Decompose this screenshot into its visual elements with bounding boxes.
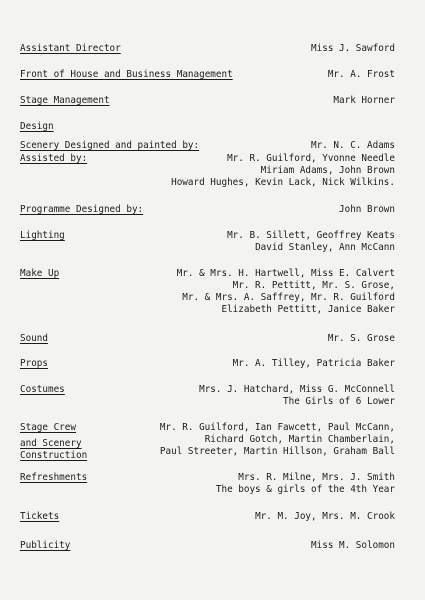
credit-label — [20, 422, 87, 462]
credit-value — [333, 95, 395, 107]
credit-label: Design — [20, 121, 54, 132]
credit-label: Sound — [20, 333, 48, 344]
credit-value — [328, 69, 395, 81]
credit-value — [311, 43, 395, 55]
credit-value — [311, 140, 395, 152]
credit-line: Mrs. J. Hatchard, Miss G. McConnell — [199, 384, 395, 395]
credit-label-line: Construction — [20, 450, 88, 461]
credit-value — [311, 540, 395, 552]
credit-value — [227, 230, 395, 254]
credit-line: The boys & girls of the 4th Year — [215, 484, 395, 495]
credit-value — [160, 422, 395, 458]
credit-line: Mr. R. Pettitt, Mr. S. Grose, — [232, 280, 395, 291]
credit-line: Miss M. Solomon — [311, 540, 395, 551]
credit-line: Elizabeth Pettitt, Janice Baker — [221, 304, 395, 315]
credit-label-line: and Scenery — [20, 438, 82, 449]
credit-label: Lighting — [20, 230, 65, 241]
credit-line: Mr. R. Guilford, Yvonne Needle — [227, 153, 395, 164]
credit-label: Props — [20, 358, 48, 369]
credit-label: Publicity — [20, 540, 71, 551]
credit-label-line: Stage Crew — [20, 422, 76, 433]
credit-line: Mr. R. Guilford, Ian Fawcett, Paul McCann, — [159, 422, 395, 433]
credit-line: Mr. A. Tilley, Patricia Baker — [232, 358, 395, 369]
credit-line: Mr. M. Joy, Mrs. M. Crook — [255, 511, 395, 522]
credit-line: Howard Hughes, Kevin Lack, Nick Wilkins. — [171, 177, 395, 188]
credit-label: Costumes — [20, 384, 65, 395]
credit-line: Mr. S. Grose — [327, 333, 395, 344]
credit-label: Make Up — [20, 268, 60, 279]
credit-label: Tickets — [20, 511, 60, 522]
credit-label: Scenery Designed and painted by: — [20, 140, 200, 151]
credit-value — [199, 384, 395, 408]
credit-value — [233, 358, 395, 370]
credit-line: The Girls of 6 Lower — [283, 396, 395, 407]
credit-line: Richard Gotch, Martin Chamberlain, — [204, 434, 395, 445]
credit-line: Mark Horner — [333, 95, 395, 106]
credit-line: David Stanley, Ann McCann — [255, 242, 395, 253]
credit-value — [255, 511, 395, 523]
credit-line: John Brown — [339, 204, 395, 215]
credit-value — [328, 333, 395, 345]
credit-line: Mr. & Mrs. H. Hartwell, Miss E. Calvert — [176, 268, 395, 279]
credit-label: Refreshments — [20, 472, 88, 483]
credit-line: Paul Streeter, Martin Hillson, Graham Ball — [159, 446, 395, 457]
credit-label: Front of House and Business Management — [20, 69, 233, 80]
credit-value — [171, 153, 395, 189]
credit-value — [216, 472, 395, 496]
credit-label: Stage Management — [20, 95, 110, 106]
credit-line: Mrs. R. Milne, Mrs. J. Smith — [238, 472, 395, 483]
credit-label: Programme Designed by: — [20, 204, 144, 215]
credit-line: Mr. & Mrs. A. Saffrey, Mr. R. Guilford — [182, 292, 395, 303]
credit-value — [339, 204, 395, 216]
credit-label: Assistant Director — [20, 43, 121, 54]
credit-value — [177, 268, 395, 316]
credit-label: Assisted by: — [20, 153, 88, 164]
credit-line: Mr. N. C. Adams — [311, 140, 395, 151]
credit-line: Mr. A. Frost — [327, 69, 395, 80]
credit-line: Miriam Adams, John Brown — [260, 165, 395, 176]
credit-line: Miss J. Sawford — [311, 43, 395, 54]
credit-line: Mr. B. Sillett, Geoffrey Keats — [227, 230, 395, 241]
